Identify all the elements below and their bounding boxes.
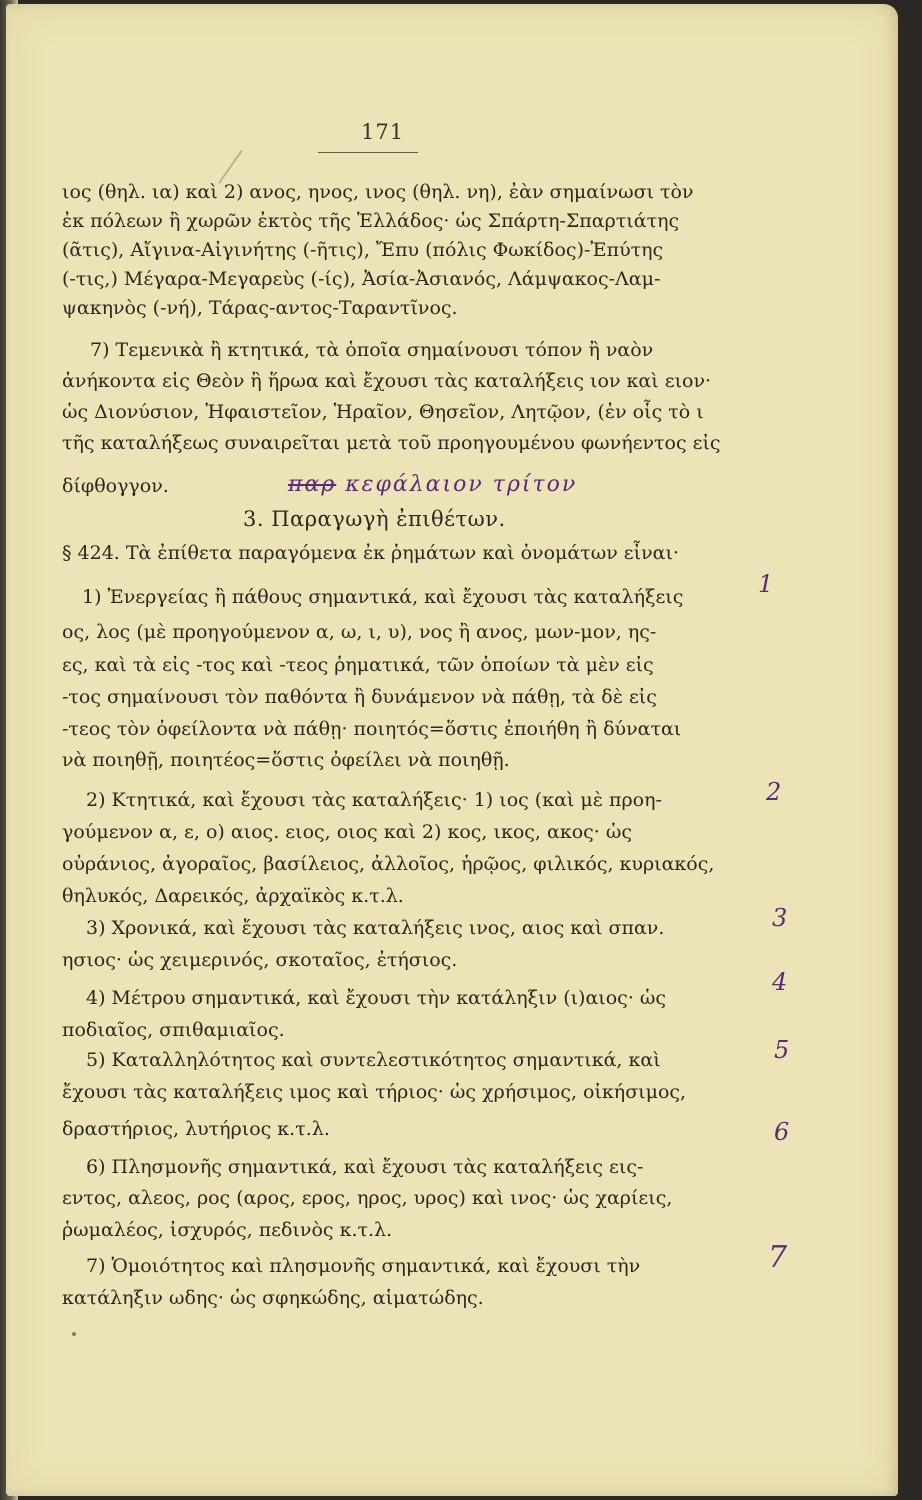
handwritten-struck-word: παρ bbox=[288, 472, 337, 497]
text-line: 7) Τεμενικὰ ἢ κτητικά, τὰ ὁποῖα σημαίνουσι τόπον ἢ ναὸν bbox=[90, 339, 654, 361]
text-line: νὰ ποιηθῇ, ποιητέος=ὅστις ὀφείλει νὰ ποιηθῇ. bbox=[62, 749, 510, 771]
text-line: εντος, αλεος, ρος (αρος, ερος, ηρος, υρος) καὶ ινος· ὡς χαρίεις, bbox=[62, 1187, 673, 1209]
text-line: γούμενον α, ε, ο) αιος. ειος, οιος καὶ 2) κος, ικος, ακος· ὡς bbox=[62, 821, 632, 843]
text-line: -τεος τὸν ὀφείλοντα νὰ πάθῃ· ποιητός=ὅστις ἐποιήθη ἢ δύναται bbox=[62, 718, 682, 740]
paper-speck bbox=[72, 1332, 76, 1336]
text-line: 1) Ἐνεργείας ἢ πάθους σημαντικά, καὶ ἔχουσι τὰς καταλήξεις bbox=[82, 586, 684, 608]
text-line: § 424. Τὰ ἐπίθετα παραγόμενα ἐκ ῥημάτων καὶ ὀνομάτων εἶναι· bbox=[62, 542, 679, 564]
margin-number: 5 bbox=[774, 1036, 790, 1064]
text-line: 6) Πλησμονῆς σημαντικά, καὶ ἔχουσι τὰς καταλήξεις εις- bbox=[86, 1156, 644, 1178]
text-line: (-τις,) Μέγαρα-Μεγαρεὺς (-ίς), Ἀσία-Ἀσιανός, Λάμψακος-Λαμ- bbox=[62, 268, 661, 290]
text-line: ποδιαῖος, σπιθαμιαῖος. bbox=[62, 1019, 285, 1041]
margin-number: 7 bbox=[768, 1240, 788, 1275]
text-line: ῥωμαλέος, ἰσχυρός, πεδινὸς κ.τ.λ. bbox=[62, 1219, 393, 1241]
text-line: 5) Καταλληλότητος καὶ συντελεστικότητος σημαντικά, καὶ bbox=[86, 1049, 661, 1071]
text-line: ἔχουσι τὰς καταλήξεις ιμος καὶ τήριος· ὡς χρήσιμος, οἰκήσιμος, bbox=[62, 1081, 687, 1103]
page-number: 171 bbox=[361, 120, 405, 144]
text-line: οὐράνιος, ἀγοραῖος, βασίλειος, ἀλλοῖος, ἡρῷος, φιλικός, κυριακός, bbox=[62, 853, 715, 875]
handwritten-annotation bbox=[288, 472, 577, 497]
margin-number: 2 bbox=[766, 778, 782, 806]
text-line: ψακηνὸς (-νή), Τάρας-αντος-Ταραντῖνος. bbox=[62, 297, 458, 319]
text-line: 7) Ὁμοιότητος καὶ πλησμονῆς σημαντικά, καὶ ἔχουσι τὴν bbox=[86, 1255, 641, 1277]
margin-number: 1 bbox=[758, 570, 774, 598]
text-line: δίφθογγον. bbox=[62, 475, 169, 497]
text-line: κατάληξιν ωδης· ὡς σφηκώδης, αἱματώδης. bbox=[62, 1287, 484, 1309]
margin-number: 4 bbox=[772, 968, 788, 996]
text-line: ος, λος (μὲ προηγούμενον α, ω, ι, υ), νος ἢ ανος, μων-μον, ης- bbox=[62, 621, 657, 643]
text-line: ησιος· ὡς χειμερινός, σκοταῖος, ἐτήσιος. bbox=[62, 949, 458, 971]
section-heading: 3. Παραγωγὴ ἐπιθέτων. bbox=[243, 507, 506, 531]
text-line: ἀνήκοντα εἰς Θεὸν ἢ ἥρωα καὶ ἔχουσι τὰς καταλήξεις ιον καὶ ειον· bbox=[62, 370, 712, 392]
text-line: ες, καὶ τὰ εἰς -τος καὶ -τεος ῥηματικά, τῶν ὁποίων τὰ μὲν εἰς bbox=[62, 654, 654, 676]
text-line: θηλυκός, Δαρεικός, ἀρχαϊκὸς κ.τ.λ. bbox=[62, 885, 404, 907]
text-line: δραστήριος, λυτήριος κ.τ.λ. bbox=[62, 1118, 330, 1140]
handwritten-chapter-note: κεφάλαιον τρίτον bbox=[345, 472, 578, 497]
text-line: (ᾶτις), Αἴγινα-Αἰγινήτης (-ῆτις), Ἔπυ (πόλις Φωκίδος)-Ἐπύτης bbox=[62, 239, 664, 261]
text-line: -τος σημαίνουσι τὸν παθόντα ἢ δυνάμενον νὰ πάθῃ, τὰ δὲ εἰς bbox=[62, 686, 657, 708]
text-line: 3) Χρονικά, καὶ ἔχουσι τὰς καταλήξεις ινος, αιος καὶ σπαν. bbox=[86, 917, 665, 939]
text-line: τῆς καταλήξεως συναιρεῖται μετὰ τοῦ προηγουμένου φωνήεντος εἰς bbox=[62, 432, 721, 454]
page-number-rule bbox=[318, 152, 418, 153]
text-line: 2) Κτητικά, καὶ ἔχουσι τὰς καταλήξεις· 1) ιος (καὶ μὲ προη- bbox=[86, 789, 662, 811]
text-line: ἐκ πόλεων ἢ χωρῶν ἐκτὸς τῆς Ἑλλάδος· ὡς Σπάρτη-Σπαρτιάτης bbox=[62, 210, 680, 232]
text-line: ιος (θηλ. ια) καὶ 2) ανος, ηνος, ινος (θηλ. νη), ἐὰν σημαίνωσι τὸν bbox=[62, 181, 694, 203]
text-line: 4) Μέτρου σημαντικά, καὶ ἔχουσι τὴν κατάληξιν (ι)αιος· ὡς bbox=[86, 987, 667, 1009]
margin-number: 3 bbox=[772, 904, 788, 932]
margin-number: 6 bbox=[774, 1118, 790, 1146]
text-line: ὡς Διονύσιον, Ἡφαιστεῖον, Ἡραῖον, Θησεῖον, Λητῷον, (ἐν οἷς τὸ ι bbox=[62, 401, 704, 423]
